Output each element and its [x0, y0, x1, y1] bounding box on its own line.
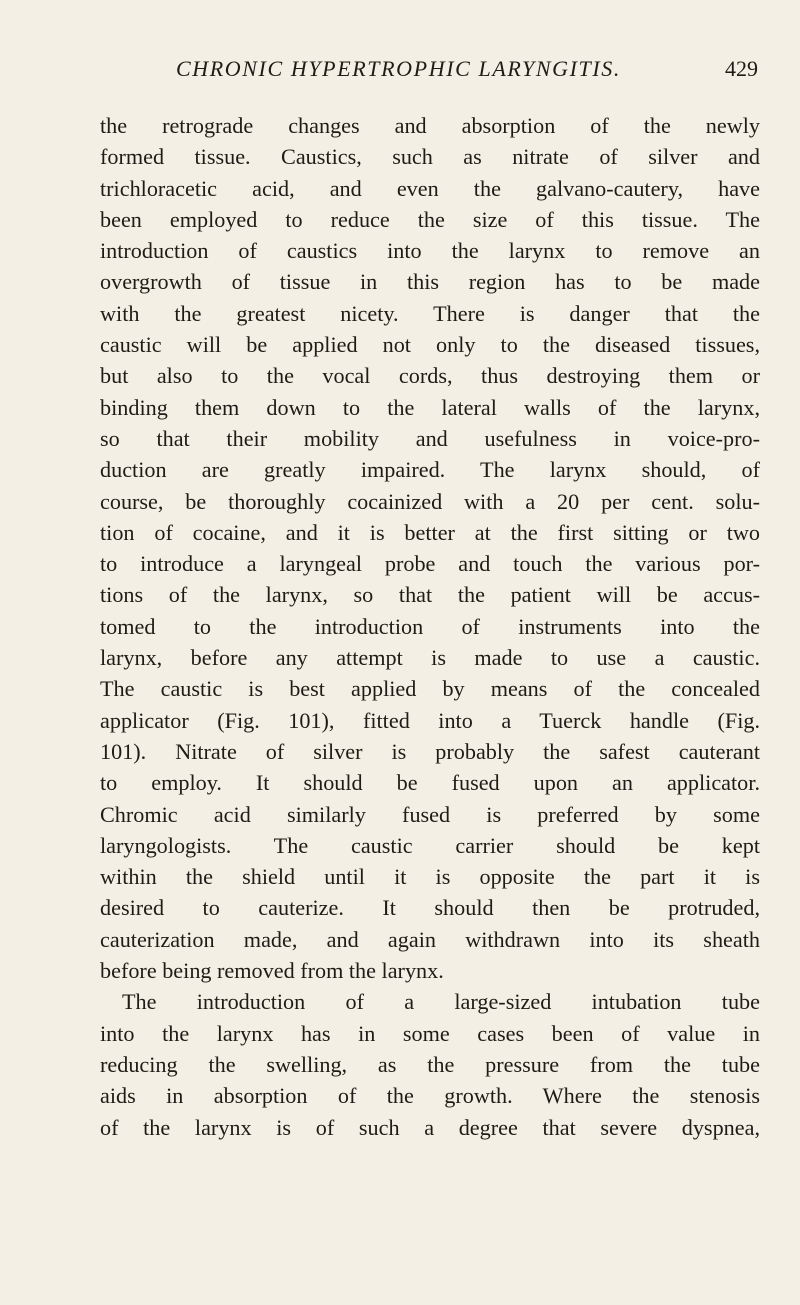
text-line: aids in absorption of the growth. Where the stenosis — [100, 1083, 760, 1109]
text-line: caustic will be applied not only to the diseased tissues, — [100, 332, 760, 358]
text-line: introduction of caustics into the larynx to remove an — [100, 238, 760, 264]
text-line: to employ. It should be fused upon an applicator. — [100, 770, 760, 796]
text-line: duction are greatly impaired. The larynx should, of — [100, 457, 760, 483]
text-line: tomed to the introduction of instruments into the — [100, 613, 760, 639]
text-line: 101). Nitrate of silver is probably the safest cauterant — [100, 738, 760, 764]
text-line: reducing the swelling, as the pressure from the tube — [100, 1051, 760, 1077]
text-line: been employed to reduce the size of this tissue. The — [100, 206, 760, 232]
text-line: but also to the vocal cords, thus destroying them or — [100, 363, 760, 389]
text-line: The caustic is best applied by means of the concealed — [100, 676, 760, 702]
text-line: larynx, before any attempt is made to use a caustic. — [100, 645, 760, 671]
text-line: laryngologists. The caustic carrier should be kept — [100, 832, 760, 858]
text-line: binding them down to the lateral walls of the larynx, — [100, 394, 760, 420]
text-line: of the larynx is of such a degree that severe dyspnea, — [100, 1114, 760, 1140]
text-line: before being removed from the larynx. — [100, 958, 444, 984]
text-line: tion of cocaine, and it is better at the first sitting or two — [100, 519, 760, 545]
text-line: the retrograde changes and absorption of the newly — [100, 113, 760, 138]
text-line: with the greatest nicety. There is danger that the — [100, 300, 760, 326]
paragraph-2 — [100, 986, 760, 1142]
text-line: applicator (Fig. 101), fitted into a Tuerck handle (Fig. — [100, 707, 760, 733]
text-line: to introduce a laryngeal probe and touch the various por- — [100, 551, 760, 577]
text-line: tions of the larynx, so that the patient will be accus- — [100, 582, 760, 608]
text-line: course, be thoroughly cocainized with a 20 per cent. solu- — [100, 488, 760, 514]
text-line: desired to cauterize. It should then be protruded, — [100, 895, 760, 921]
text-line: within the shield until it is opposite the part it is — [100, 864, 760, 890]
text-line: so that their mobility and usefulness in voice-pro- — [100, 425, 760, 451]
text-line: into the larynx has in some cases been of value in — [100, 1020, 760, 1046]
running-title: CHRONIC HYPERTROPHIC LARYNGITIS. — [176, 56, 621, 81]
text-line: trichloracetic acid, and even the galvano-cautery, have — [100, 175, 760, 201]
text-line: formed tissue. Caustics, such as nitrate of silver and — [100, 144, 760, 170]
text-line: Chromic acid similarly fused is preferred by some — [100, 801, 760, 827]
running-head — [100, 56, 758, 88]
text-line: overgrowth of tissue in this region has to be made — [100, 269, 760, 295]
text-line: cauterization made, and again withdrawn into its sheath — [100, 926, 760, 952]
text-line: The introduction of a large-sized intubation tube — [122, 989, 760, 1015]
body-text — [100, 110, 760, 1143]
page-number: 429 — [725, 56, 758, 81]
paragraph-1 — [100, 110, 760, 986]
